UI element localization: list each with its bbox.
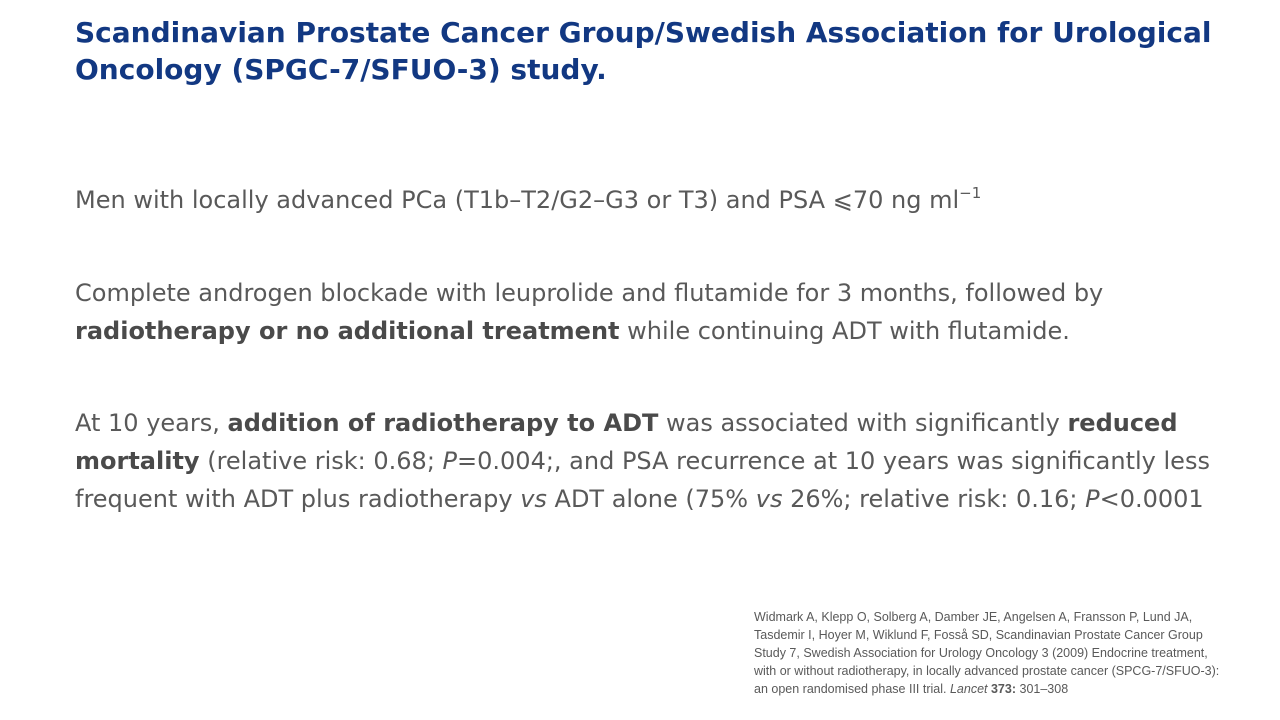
- treatment-text-1: Complete androgen blockade with leuprolide and flutamide for 3 months, followed by: [75, 279, 1104, 307]
- reference-journal: Lancet: [949, 682, 988, 696]
- results-italic-vs-2: vs: [755, 485, 783, 513]
- reference-pages: 301–308: [1016, 682, 1069, 696]
- treatment-text-2: while continuing ADT with flutamide.: [619, 317, 1070, 345]
- results-bold-2: reduced mortality: [75, 409, 1178, 475]
- eligibility-text: Men with locally advanced PCa (T1b–T2/G2–G3 or T3) and PSA ⩽70 ng ml: [75, 186, 960, 214]
- results-italic-vs-1: vs: [520, 485, 547, 513]
- results-text-7: <0.0001: [1099, 485, 1204, 513]
- results-text-1: At 10 years,: [75, 409, 228, 437]
- reference-citation: [754, 608, 1224, 698]
- eligibility-paragraph: [75, 181, 1225, 219]
- results-bold-1: addition of radiotherapy to ADT: [227, 409, 659, 437]
- results-text-3: (relative risk: 0.68;: [199, 447, 443, 475]
- results-text-6: 26%; relative risk: 0.16;: [782, 485, 1086, 513]
- results-paragraph: [75, 404, 1225, 518]
- results-text-2: was associated with significantly: [658, 409, 1068, 437]
- treatment-bold-1: radiotherapy or no additional treatment: [75, 317, 620, 345]
- results-text-4: =0.004;, and PSA recurrence at 10 years was significantly less frequent with ADT plus radiotherapy: [75, 447, 1210, 513]
- slide-title: Scandinavian Prostate Cancer Group/Swedish Association for Urological Oncology (SPGC-7/SFUO-3) study.: [75, 16, 1212, 86]
- results-italic-p-1: P: [442, 447, 458, 475]
- results-text-5: ADT alone (75%: [546, 485, 756, 513]
- unit-superscript: −1: [959, 184, 982, 202]
- reference-text: Widmark A, Klepp O, Solberg A, Damber JE, Angelsen A, Fransson P, Lund JA, Tasdemir I, Hoyer M, Wiklund F, Fosså SD, Scandinavian Prostate Cancer Group Study 7, Swedish Association for Urology Oncology 3 (2009) Endocrine treatment, with or without radiotherapy, in locally advanced prostate cancer (SPCG-7/SFUO-3): an open randomised phase III trial.: [754, 610, 1220, 696]
- reference-volume: 373:: [990, 682, 1017, 696]
- treatment-paragraph: [75, 274, 1225, 350]
- results-italic-p-2: P: [1085, 485, 1100, 513]
